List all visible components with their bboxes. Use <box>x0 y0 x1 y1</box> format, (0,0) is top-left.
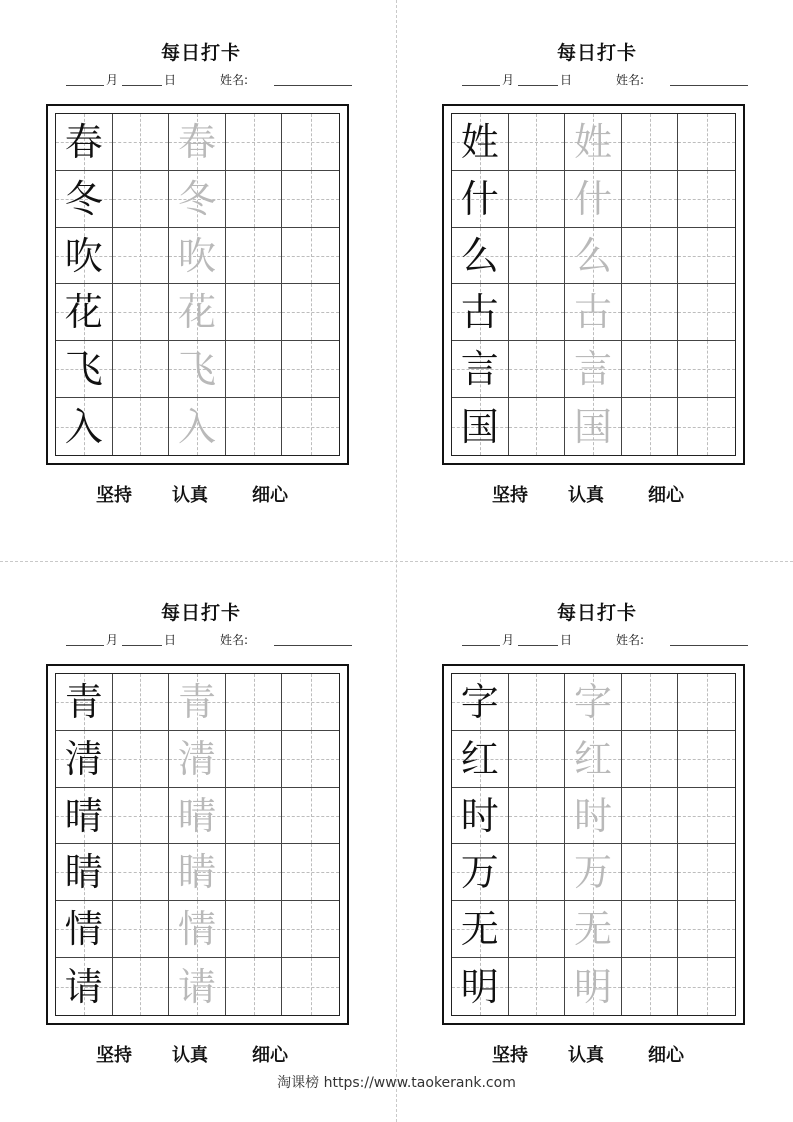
writing-cell[interactable] <box>169 901 226 958</box>
writing-cell[interactable] <box>509 284 566 341</box>
month-blank[interactable] <box>66 645 104 646</box>
trace-character: 清 <box>177 736 216 781</box>
writing-cell[interactable] <box>678 958 735 1015</box>
writing-cell[interactable] <box>565 228 622 285</box>
trace-character: 言 <box>573 347 612 392</box>
writing-cell[interactable] <box>678 171 735 228</box>
writing-cell[interactable] <box>622 284 679 341</box>
writing-cell[interactable] <box>56 674 113 731</box>
model-character: 清 <box>64 736 103 781</box>
trace-character: 什 <box>573 176 612 221</box>
writing-cell[interactable] <box>169 844 226 901</box>
writing-cell[interactable] <box>452 958 509 1015</box>
writing-cell[interactable] <box>565 171 622 228</box>
motto-word: 认真 <box>568 485 604 506</box>
writing-cell[interactable] <box>56 171 113 228</box>
writing-frame <box>442 104 745 465</box>
month-blank[interactable] <box>66 85 104 86</box>
writing-cell[interactable] <box>622 788 679 845</box>
writing-cell[interactable] <box>169 398 226 455</box>
date-name-line <box>66 631 352 651</box>
name-label: 姓名: <box>220 633 249 647</box>
writing-cell[interactable] <box>169 228 226 285</box>
writing-cell[interactable] <box>169 958 226 1015</box>
writing-grid <box>451 113 736 456</box>
writing-cell[interactable] <box>282 114 339 171</box>
writing-cell[interactable] <box>113 228 170 285</box>
writing-cell[interactable] <box>509 114 566 171</box>
writing-cell[interactable] <box>565 901 622 958</box>
trace-character: 春 <box>177 119 216 164</box>
card-title: 每日打卡 <box>160 602 241 624</box>
motto-word: 认真 <box>172 485 208 506</box>
writing-cell[interactable] <box>226 114 283 171</box>
writing-cell[interactable] <box>622 844 679 901</box>
writing-cell[interactable] <box>452 114 509 171</box>
trace-character: 吹 <box>177 233 216 278</box>
motto-word: 坚持 <box>492 1045 528 1066</box>
writing-cell[interactable] <box>509 341 566 398</box>
trace-character: 睛 <box>177 850 216 895</box>
writing-cell[interactable] <box>678 228 735 285</box>
month-label: 月 <box>502 633 515 647</box>
writing-cell[interactable] <box>565 958 622 1015</box>
trace-character: 国 <box>573 404 612 449</box>
name-blank[interactable] <box>274 645 352 646</box>
writing-cell[interactable] <box>226 284 283 341</box>
motto-word: 认真 <box>172 1045 208 1066</box>
day-blank[interactable] <box>122 85 162 86</box>
writing-cell[interactable] <box>169 341 226 398</box>
writing-cell[interactable] <box>509 228 566 285</box>
writing-cell[interactable] <box>169 114 226 171</box>
model-character: 入 <box>64 404 103 449</box>
writing-cell[interactable] <box>113 341 170 398</box>
writing-cell[interactable] <box>452 284 509 341</box>
trace-character: 飞 <box>177 347 216 392</box>
name-label: 姓名: <box>616 73 645 87</box>
writing-cell[interactable] <box>226 901 283 958</box>
writing-cell[interactable] <box>113 901 170 958</box>
month-blank[interactable] <box>462 645 500 646</box>
trace-character: 么 <box>573 233 612 278</box>
writing-cell[interactable] <box>56 284 113 341</box>
month-label: 月 <box>106 73 119 87</box>
name-label: 姓名: <box>616 633 645 647</box>
model-character: 国 <box>460 404 499 449</box>
motto <box>46 481 356 505</box>
writing-cell[interactable] <box>56 788 113 845</box>
trace-character: 无 <box>573 907 612 952</box>
motto-word: 坚持 <box>96 485 132 506</box>
writing-cell[interactable] <box>282 958 339 1015</box>
writing-cell[interactable] <box>282 674 339 731</box>
writing-cell[interactable] <box>113 114 170 171</box>
motto-word: 坚持 <box>96 1045 132 1066</box>
writing-cell[interactable] <box>226 228 283 285</box>
model-character: 花 <box>64 290 103 335</box>
writing-cell[interactable] <box>565 844 622 901</box>
name-blank[interactable] <box>670 85 748 86</box>
trace-character: 花 <box>177 290 216 335</box>
writing-cell[interactable] <box>509 171 566 228</box>
trace-character: 字 <box>573 679 612 724</box>
writing-cell[interactable] <box>282 901 339 958</box>
model-character: 言 <box>460 347 499 392</box>
writing-cell[interactable] <box>169 171 226 228</box>
writing-cell[interactable] <box>622 341 679 398</box>
writing-cell[interactable] <box>226 731 283 788</box>
name-blank[interactable] <box>274 85 352 86</box>
writing-cell[interactable] <box>452 901 509 958</box>
writing-cell[interactable] <box>169 284 226 341</box>
writing-frame <box>46 664 349 1025</box>
writing-cell[interactable] <box>113 674 170 731</box>
writing-cell[interactable] <box>452 228 509 285</box>
writing-cell[interactable] <box>226 341 283 398</box>
model-character: 冬 <box>64 176 103 221</box>
writing-cell[interactable] <box>282 341 339 398</box>
writing-cell[interactable] <box>56 958 113 1015</box>
writing-cell[interactable] <box>56 731 113 788</box>
writing-cell[interactable] <box>509 958 566 1015</box>
trace-character: 情 <box>177 907 216 952</box>
writing-cell[interactable] <box>113 398 170 455</box>
writing-frame <box>46 104 349 465</box>
model-character: 请 <box>64 964 103 1009</box>
writing-cell[interactable] <box>678 844 735 901</box>
model-character: 明 <box>460 964 499 1009</box>
writing-cell[interactable] <box>622 398 679 455</box>
writing-cell[interactable] <box>56 901 113 958</box>
writing-cell[interactable] <box>622 958 679 1015</box>
writing-cell[interactable] <box>282 284 339 341</box>
writing-cell[interactable] <box>565 788 622 845</box>
trace-character: 晴 <box>177 793 216 838</box>
writing-cell[interactable] <box>452 844 509 901</box>
writing-cell[interactable] <box>622 674 679 731</box>
motto-word: 细心 <box>648 485 684 506</box>
writing-cell[interactable] <box>678 731 735 788</box>
writing-cell[interactable] <box>565 341 622 398</box>
writing-cell[interactable] <box>282 171 339 228</box>
motto <box>442 481 752 505</box>
footer-watermark: 淘课榜 https://www.taokerank.com <box>277 1075 516 1091</box>
writing-cell[interactable] <box>565 398 622 455</box>
model-character: 飞 <box>64 347 103 392</box>
writing-cell[interactable] <box>622 228 679 285</box>
writing-cell[interactable] <box>169 674 226 731</box>
date-name-line <box>66 71 352 91</box>
model-character: 春 <box>64 119 103 164</box>
month-label: 月 <box>502 73 515 87</box>
model-character: 时 <box>460 793 499 838</box>
trace-character: 时 <box>573 793 612 838</box>
day-blank[interactable] <box>518 645 558 646</box>
writing-cell[interactable] <box>678 788 735 845</box>
writing-cell[interactable] <box>169 788 226 845</box>
writing-cell[interactable] <box>622 171 679 228</box>
trace-character: 古 <box>573 290 612 335</box>
model-character: 古 <box>460 290 499 335</box>
writing-cell[interactable] <box>678 341 735 398</box>
writing-cell[interactable] <box>282 398 339 455</box>
writing-cell[interactable] <box>678 901 735 958</box>
day-blank[interactable] <box>518 85 558 86</box>
writing-cell[interactable] <box>282 731 339 788</box>
writing-cell[interactable] <box>509 901 566 958</box>
date-name-line <box>462 631 748 651</box>
writing-cell[interactable] <box>452 341 509 398</box>
writing-cell[interactable] <box>56 398 113 455</box>
writing-cell[interactable] <box>226 171 283 228</box>
writing-cell[interactable] <box>678 114 735 171</box>
horizontal-cut-line <box>0 561 793 562</box>
name-blank[interactable] <box>670 645 748 646</box>
writing-cell[interactable] <box>113 788 170 845</box>
writing-cell[interactable] <box>509 844 566 901</box>
month-label: 月 <box>106 633 119 647</box>
writing-cell[interactable] <box>226 398 283 455</box>
trace-character: 姓 <box>573 119 612 164</box>
model-character: 情 <box>64 907 103 952</box>
trace-character: 冬 <box>177 176 216 221</box>
writing-cell[interactable] <box>56 114 113 171</box>
card-title: 每日打卡 <box>160 42 241 64</box>
month-blank[interactable] <box>462 85 500 86</box>
writing-cell[interactable] <box>509 731 566 788</box>
writing-cell[interactable] <box>452 398 509 455</box>
writing-grid <box>451 673 736 1016</box>
trace-character: 万 <box>573 850 612 895</box>
writing-cell[interactable] <box>565 731 622 788</box>
writing-cell[interactable] <box>56 341 113 398</box>
writing-cell[interactable] <box>113 171 170 228</box>
model-character: 吹 <box>64 233 103 278</box>
writing-cell[interactable] <box>282 228 339 285</box>
motto-word: 坚持 <box>492 485 528 506</box>
writing-cell[interactable] <box>509 398 566 455</box>
card-title: 每日打卡 <box>556 602 637 624</box>
model-character: 无 <box>460 907 499 952</box>
day-label: 日 <box>164 73 177 87</box>
writing-cell[interactable] <box>509 674 566 731</box>
day-label: 日 <box>560 73 573 87</box>
writing-cell[interactable] <box>565 284 622 341</box>
writing-cell[interactable] <box>226 788 283 845</box>
writing-cell[interactable] <box>113 284 170 341</box>
trace-character: 入 <box>177 404 216 449</box>
model-character: 姓 <box>460 119 499 164</box>
motto-word: 细心 <box>252 485 288 506</box>
writing-cell[interactable] <box>678 398 735 455</box>
writing-cell[interactable] <box>282 788 339 845</box>
motto-word: 细心 <box>252 1045 288 1066</box>
day-blank[interactable] <box>122 645 162 646</box>
model-character: 红 <box>460 736 499 781</box>
trace-character: 青 <box>177 679 216 724</box>
writing-cell[interactable] <box>452 788 509 845</box>
writing-cell[interactable] <box>678 674 735 731</box>
day-label: 日 <box>560 633 573 647</box>
writing-cell[interactable] <box>226 674 283 731</box>
writing-cell[interactable] <box>226 844 283 901</box>
writing-cell[interactable] <box>56 228 113 285</box>
name-label: 姓名: <box>220 73 249 87</box>
writing-cell[interactable] <box>226 958 283 1015</box>
trace-character: 红 <box>573 736 612 781</box>
writing-cell[interactable] <box>452 171 509 228</box>
writing-cell[interactable] <box>565 114 622 171</box>
writing-frame <box>442 664 745 1025</box>
trace-character: 请 <box>177 964 216 1009</box>
motto-word: 细心 <box>648 1045 684 1066</box>
writing-cell[interactable] <box>56 844 113 901</box>
model-character: 晴 <box>64 793 103 838</box>
trace-character: 明 <box>573 964 612 1009</box>
writing-cell[interactable] <box>113 958 170 1015</box>
writing-cell[interactable] <box>622 731 679 788</box>
model-character: 什 <box>460 176 499 221</box>
writing-cell[interactable] <box>169 731 226 788</box>
writing-cell[interactable] <box>113 844 170 901</box>
writing-cell[interactable] <box>565 674 622 731</box>
motto <box>442 1041 752 1065</box>
model-character: 青 <box>64 679 103 724</box>
writing-cell[interactable] <box>282 844 339 901</box>
writing-cell[interactable] <box>452 731 509 788</box>
writing-grid <box>55 113 340 456</box>
writing-cell[interactable] <box>452 674 509 731</box>
writing-cell[interactable] <box>113 731 170 788</box>
writing-cell[interactable] <box>622 114 679 171</box>
writing-cell[interactable] <box>678 284 735 341</box>
writing-cell[interactable] <box>622 901 679 958</box>
motto-word: 认真 <box>568 1045 604 1066</box>
model-character: 么 <box>460 233 499 278</box>
model-character: 字 <box>460 679 499 724</box>
day-label: 日 <box>164 633 177 647</box>
model-character: 万 <box>460 850 499 895</box>
writing-grid <box>55 673 340 1016</box>
motto <box>46 1041 356 1065</box>
model-character: 睛 <box>64 850 103 895</box>
date-name-line <box>462 71 748 91</box>
writing-cell[interactable] <box>509 788 566 845</box>
card-title: 每日打卡 <box>556 42 637 64</box>
